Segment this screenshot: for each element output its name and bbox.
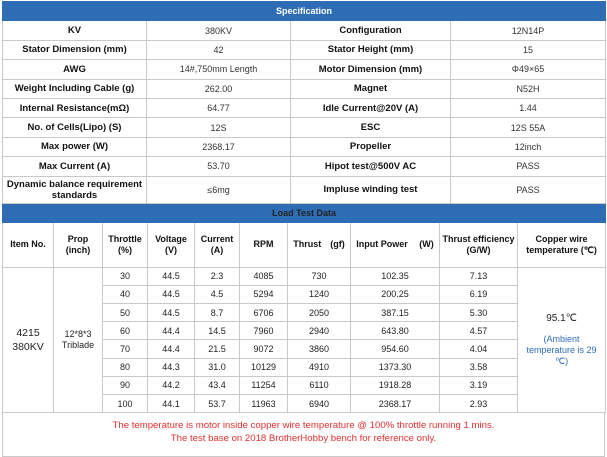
spec-value: 15	[451, 40, 606, 59]
spec-row	[3, 21, 606, 40]
voltage-cell: 44.1	[148, 395, 195, 413]
load-column-headers	[3, 222, 606, 267]
current-cell: 4.5	[195, 285, 240, 303]
thrust-cell: 6110	[288, 376, 351, 394]
voltage-cell: 44.5	[148, 267, 195, 285]
footer-note-test-base: The test base on 2018 BrotherHobby bench for reference only.	[170, 432, 437, 444]
item-number-cell: 4215 380KV	[3, 267, 54, 413]
power-cell: 1918.28	[351, 376, 440, 394]
thrust-cell: 2940	[288, 322, 351, 340]
rpm-cell: 10129	[240, 358, 288, 376]
spec-row	[3, 176, 606, 203]
temperature-cell	[518, 267, 606, 413]
throttle-cell: 90	[103, 376, 148, 394]
power-cell: 2368.17	[351, 395, 440, 413]
spec-value: 12S 55A	[451, 118, 606, 137]
spec-value: 12N14P	[451, 21, 606, 40]
efficiency-cell: 7.13	[440, 267, 518, 285]
spec-value: 12S	[147, 118, 291, 137]
col-prop: Prop (inch)	[54, 222, 103, 267]
col-input-power: Input Power (W)	[351, 222, 440, 267]
throttle-cell: 100	[103, 395, 148, 413]
spec-value: 2368.17	[147, 137, 291, 156]
current-cell: 53.7	[195, 395, 240, 413]
spec-key: Stator Height (mm)	[291, 40, 451, 59]
col-thrust: Thrust (gf)	[288, 222, 351, 267]
spec-row	[3, 40, 606, 59]
spec-value: Φ49×65	[451, 60, 606, 79]
spec-key: ESC	[291, 118, 451, 137]
load-test-header: Load Test Data	[3, 204, 606, 222]
spec-key: Hipot test@500V AC	[291, 157, 451, 176]
efficiency-cell: 6.19	[440, 285, 518, 303]
thrust-cell: 3860	[288, 340, 351, 358]
throttle-cell: 80	[103, 358, 148, 376]
col-copper-temperature: Copper wire temperature (℃)	[518, 222, 606, 267]
temperature-value: 95.1℃	[546, 312, 577, 324]
power-cell: 387.15	[351, 304, 440, 322]
rpm-cell: 6706	[240, 304, 288, 322]
spec-value: 64.77	[147, 98, 291, 117]
spec-value: N52H	[451, 79, 606, 98]
voltage-cell: 44.2	[148, 376, 195, 394]
load-test-table	[2, 204, 606, 414]
efficiency-cell: 2.93	[440, 395, 518, 413]
efficiency-cell: 4.57	[440, 322, 518, 340]
spec-value: 262.00	[147, 79, 291, 98]
col-thrust-efficiency: Thrust efficiency (G/W)	[440, 222, 518, 267]
col-voltage: Voltage (V)	[148, 222, 195, 267]
power-cell: 643.80	[351, 322, 440, 340]
col-item-no: Item No.	[3, 222, 54, 267]
spec-key: Dynamic balance requirement standards	[3, 176, 147, 203]
spec-key: Max Current (A)	[3, 157, 147, 176]
spec-value: ≤6mg	[147, 176, 291, 203]
col-current: Current (A)	[195, 222, 240, 267]
spec-value: 42	[147, 40, 291, 59]
rpm-cell: 11963	[240, 395, 288, 413]
rpm-cell: 7960	[240, 322, 288, 340]
thrust-cell: 2050	[288, 304, 351, 322]
spec-row	[3, 137, 606, 156]
spec-value: PASS	[451, 176, 606, 203]
throttle-cell: 70	[103, 340, 148, 358]
spec-key: Weight Including Cable (g)	[3, 79, 147, 98]
thrust-cell: 730	[288, 267, 351, 285]
col-rpm: RPM	[240, 222, 288, 267]
spec-key: Configuration	[291, 21, 451, 40]
efficiency-cell: 4.04	[440, 340, 518, 358]
spec-key: Propeller	[291, 137, 451, 156]
voltage-cell: 44.5	[148, 304, 195, 322]
rpm-cell: 9072	[240, 340, 288, 358]
efficiency-cell: 3.58	[440, 358, 518, 376]
footer-notes	[2, 413, 605, 457]
spec-value: 12inch	[451, 137, 606, 156]
spec-value: 380KV	[147, 21, 291, 40]
spec-row	[3, 60, 606, 79]
current-cell: 43.4	[195, 376, 240, 394]
spec-key: Impluse winding test	[291, 176, 451, 203]
power-cell: 200.25	[351, 285, 440, 303]
voltage-cell: 44.3	[148, 358, 195, 376]
specification-table	[2, 1, 606, 204]
specification-header: Specification	[3, 2, 606, 21]
current-cell: 8.7	[195, 304, 240, 322]
spec-key: No. of Cells(Lipo) (S)	[3, 118, 147, 137]
throttle-cell: 30	[103, 267, 148, 285]
spec-key: Stator Dimension (mm)	[3, 40, 147, 59]
spec-row	[3, 157, 606, 176]
spec-row	[3, 118, 606, 137]
thrust-cell: 6940	[288, 395, 351, 413]
spec-key: Internal Resistance(mΩ)	[3, 98, 147, 117]
rpm-cell: 5294	[240, 285, 288, 303]
prop-cell: 12*8*3 Triblade	[54, 267, 103, 413]
footer-note-temperature: The temperature is motor inside copper wire temperature @ 100% throttle running 1 mins.	[112, 420, 495, 432]
efficiency-cell: 3.19	[440, 376, 518, 394]
spec-key: AWG	[3, 60, 147, 79]
power-cell: 1373.30	[351, 358, 440, 376]
motor-data-sheet	[2, 1, 605, 457]
spec-key: Max power (W)	[3, 137, 147, 156]
current-cell: 14.5	[195, 322, 240, 340]
spec-key: KV	[3, 21, 147, 40]
spec-value: 53.70	[147, 157, 291, 176]
spec-row	[3, 98, 606, 117]
throttle-cell: 40	[103, 285, 148, 303]
voltage-cell: 44.4	[148, 322, 195, 340]
throttle-cell: 60	[103, 322, 148, 340]
table-row	[3, 267, 606, 285]
voltage-cell: 44.5	[148, 285, 195, 303]
thrust-cell: 4910	[288, 358, 351, 376]
spec-value: 1.44	[451, 98, 606, 117]
spec-key: Idle Current@20V (A)	[291, 98, 451, 117]
throttle-cell: 50	[103, 304, 148, 322]
thrust-cell: 1240	[288, 285, 351, 303]
spec-value: 14#,750mm Length	[147, 60, 291, 79]
efficiency-cell: 5.30	[440, 304, 518, 322]
current-cell: 31.0	[195, 358, 240, 376]
spec-value: PASS	[451, 157, 606, 176]
power-cell: 102.35	[351, 267, 440, 285]
rpm-cell: 4085	[240, 267, 288, 285]
rpm-cell: 11254	[240, 376, 288, 394]
spec-key: Motor Dimension (mm)	[291, 60, 451, 79]
spec-key: Magnet	[291, 79, 451, 98]
power-cell: 954.60	[351, 340, 440, 358]
current-cell: 2.3	[195, 267, 240, 285]
ambient-temperature-note: (Ambient temperature is 29 ℃)	[526, 333, 597, 366]
voltage-cell: 44.4	[148, 340, 195, 358]
current-cell: 21.5	[195, 340, 240, 358]
col-throttle: Throttle (%)	[103, 222, 148, 267]
spec-row	[3, 79, 606, 98]
